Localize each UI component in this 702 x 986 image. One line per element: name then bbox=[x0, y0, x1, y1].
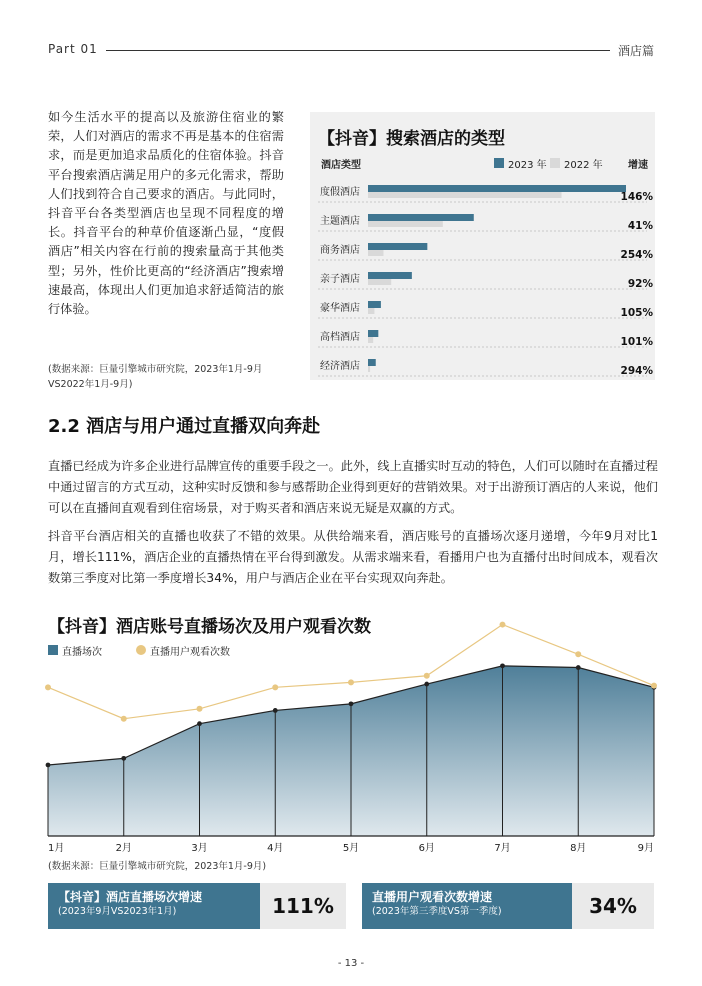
legend-2023-label: 2023 年 bbox=[508, 160, 547, 171]
growth-label: 101% bbox=[620, 336, 653, 348]
sessions-point bbox=[273, 708, 278, 713]
x-tick-label: 7月 bbox=[494, 843, 511, 854]
views-point bbox=[651, 683, 657, 689]
stat-card-sublabel: (2023年第三季度VS第一季度) bbox=[372, 906, 502, 917]
category-label: 度假酒店 bbox=[320, 187, 360, 198]
x-tick-label: 1月 bbox=[48, 843, 65, 854]
category-header: 酒店类型 bbox=[321, 160, 361, 171]
x-tick-label: 2月 bbox=[115, 843, 132, 854]
stat-card-value: 34% bbox=[572, 883, 654, 929]
stat-card-views-growth bbox=[362, 883, 654, 929]
x-tick-label: 3月 bbox=[191, 843, 208, 854]
bar-2023 bbox=[368, 330, 378, 337]
category-label: 高档酒店 bbox=[320, 332, 360, 343]
growth-label: 254% bbox=[620, 249, 653, 261]
sessions-point bbox=[576, 665, 581, 670]
sessions-point bbox=[349, 701, 354, 706]
views-point bbox=[575, 651, 581, 657]
livestream-chart-source: (数据来源：巨量引擎城市研究院，2023年1月-9月) bbox=[48, 861, 267, 872]
section-label: 酒店篇 bbox=[617, 44, 654, 58]
views-point bbox=[45, 684, 51, 690]
x-tick-label: 5月 bbox=[342, 843, 360, 854]
intro-paragraph: 如今生活水平的提高以及旅游住宿业的繁荣，人们对酒店的需求不再是基本的住宿需求，而是更加追求品质化的住宿体验。抖音平台搜索酒店满足用户的多元化需求，帮助人们找到符合自己要求的酒店。与此同时，抖音平台各类型酒店也呈现不同程度的增长。抖音平台的种草价值逐渐凸显，“度假酒店”相关内容在行前的搜索量高于其他类型；另外，性价比更高的“经济酒店”搜索增速最高，体现出人们更加追求舒适简洁的旅行体验。 bbox=[48, 110, 284, 317]
bar-2023 bbox=[368, 301, 381, 308]
growth-label: 41% bbox=[627, 220, 653, 232]
legend-2022-label: 2022 年 bbox=[564, 160, 603, 171]
x-tick-label: 6月 bbox=[418, 843, 435, 854]
stat-card-label: 直播用户观看次数增速 bbox=[372, 890, 493, 904]
sessions-point bbox=[424, 682, 429, 687]
views-point bbox=[348, 679, 354, 685]
stat-card-label: 【抖音】酒店直播场次增速 bbox=[58, 890, 203, 904]
category-label: 主题酒店 bbox=[320, 216, 360, 227]
legend-sessions-swatch bbox=[48, 645, 58, 655]
growth-label: 146% bbox=[620, 191, 653, 203]
section-heading: 2.2 酒店与用户通过直播双向奔赴 bbox=[48, 416, 321, 437]
bar-2023 bbox=[368, 272, 412, 279]
growth-header: 增速 bbox=[628, 160, 648, 171]
legend-sessions-label: 直播场次 bbox=[62, 647, 102, 658]
legend-2022-swatch bbox=[550, 158, 560, 168]
growth-label: 294% bbox=[620, 365, 653, 377]
x-tick-label: 9月 bbox=[637, 843, 654, 854]
livestream-chart-title: 【抖音】酒店账号直播场次及用户观看次数 bbox=[48, 617, 371, 637]
category-label: 经济酒店 bbox=[320, 361, 360, 372]
intro-source: (数据来源：巨量引擎城市研究院，2023年1月-9月VS2022年1月-9月) bbox=[48, 364, 263, 390]
x-tick-label: 8月 bbox=[570, 843, 587, 854]
page-number: - 13 - bbox=[337, 958, 365, 969]
views-point bbox=[272, 684, 278, 690]
stat-card-value: 111% bbox=[260, 883, 346, 929]
stat-card-sessions-growth bbox=[48, 883, 346, 929]
page-header bbox=[48, 40, 654, 60]
sessions-point bbox=[121, 756, 126, 761]
hotel-type-chart-panel bbox=[310, 112, 655, 380]
section-paragraph-1: 直播已经成为许多企业进行品牌宣传的重要手段之一。此外，线上直播实时互动的特色，人们可以随时在直播过程中通过留言的方式互动，这种实时反馈和参与感帮助企业得到更好的营销效果。对于出游预订酒店的人来说，他们可以在直播间直观看到住宿场景，对于购买者和酒店来说无疑是双赢的方式。 bbox=[48, 459, 658, 515]
x-tick-label: 4月 bbox=[267, 843, 284, 854]
legend-2023-swatch bbox=[494, 158, 504, 168]
legend-views-label: 直播用户观看次数 bbox=[150, 647, 230, 658]
stat-card-label-box bbox=[362, 883, 572, 929]
views-point bbox=[424, 673, 430, 679]
hotel-type-chart-title: 【抖音】搜索酒店的类型 bbox=[318, 129, 505, 149]
category-label: 亲子酒店 bbox=[320, 274, 360, 285]
section-paragraph-2: 抖音平台酒店相关的直播也收获了不错的效果。从供给端来看，酒店账号的直播场次逐月递增，今年9月对比1月，增长111%，酒店企业的直播热情在平台得到激发。从需求端来看，看播用户也为直播付出时间成本，观看次数第三季度对比第一季度增长34%，用户与酒店企业在平台实现双向奔赴。 bbox=[48, 529, 658, 585]
growth-label: 105% bbox=[620, 307, 653, 319]
bar-2023 bbox=[368, 185, 626, 192]
views-point bbox=[500, 622, 506, 628]
stat-card-sublabel: (2023年9月VS2023年1月) bbox=[58, 906, 177, 917]
livestream-chart-legend bbox=[48, 643, 348, 657]
header-rule bbox=[106, 50, 610, 51]
sessions-point bbox=[500, 663, 505, 668]
sessions-point bbox=[46, 763, 51, 768]
category-label: 豪华酒店 bbox=[320, 303, 360, 314]
part-label: Part 01 bbox=[48, 42, 98, 56]
category-label: 商务酒店 bbox=[320, 245, 360, 256]
stat-card-label-box bbox=[48, 883, 260, 929]
bar-2023 bbox=[368, 359, 376, 366]
sessions-point bbox=[197, 721, 202, 726]
hotel-type-bar-chart bbox=[310, 172, 655, 377]
hotel-type-chart-legend bbox=[318, 156, 648, 170]
views-point bbox=[121, 716, 127, 722]
bar-2023 bbox=[368, 214, 474, 221]
views-point bbox=[197, 706, 203, 712]
legend-views-swatch bbox=[136, 645, 146, 655]
growth-label: 92% bbox=[627, 278, 653, 290]
bar-2023 bbox=[368, 243, 427, 250]
